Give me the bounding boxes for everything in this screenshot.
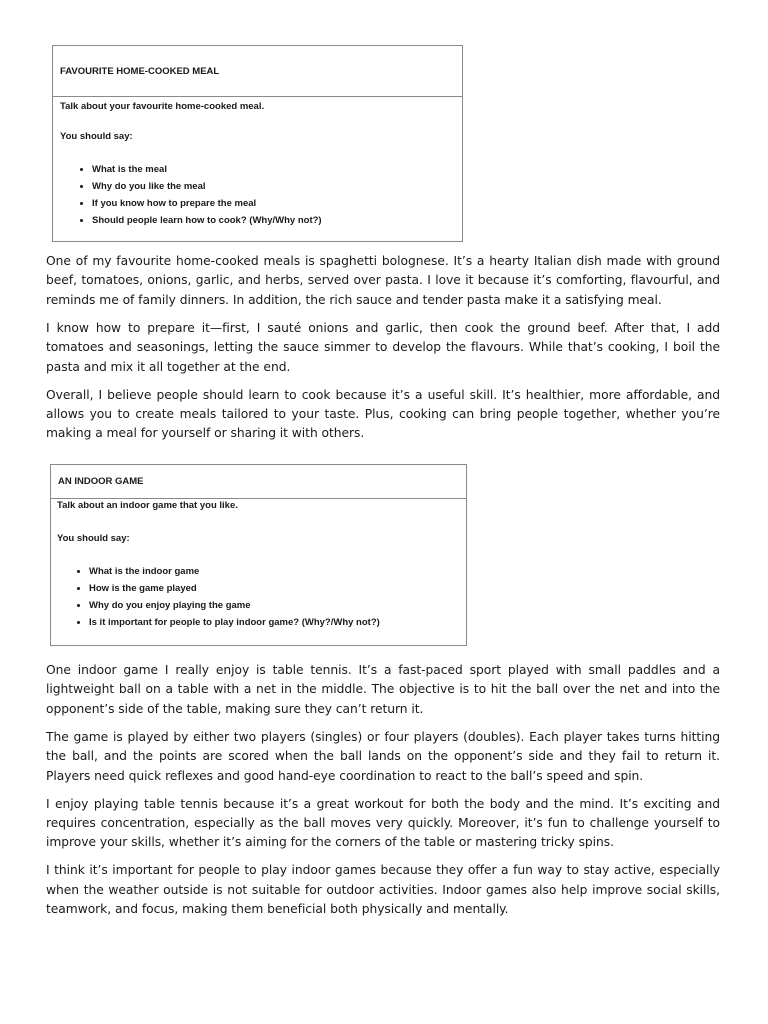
cue-card-bullet: • How is the game played [89,580,459,597]
cue-card-should-say: You should say: [60,131,133,142]
cue-card-bullet: • Is it important for people to play indoor game? (Why?/Why not?) [89,614,459,631]
cue-card-title-text: FAVOURITE HOME-COOKED MEAL [60,65,220,77]
cue-card-should-say: You should say: [57,533,130,544]
cue-card-bullet: • If you know how to prepare the meal [92,195,455,212]
answer-paragraph: The game is played by either two players (singles) or four players (doubles). Each player takes turns hitting the ball, and the points are scored when the ball lands on the opponent’s side and they fail to return it. Players need quick reflexes and good hand-eye coordination to react to the ball’s speed and spin. [46,729,720,783]
cue-card-body [51,497,466,631]
cue-card-title [53,46,462,97]
answer-paragraph: I think it’s important for people to play indoor games because they offer a fun way to stay active, especially when the weather outside is not suitable for outdoor activities. Indoor games also help improve social skills, teamwork, and focus, making them beneficial both physically and mentally. [46,863,720,917]
cue-card-bullet: • What is the meal [92,161,455,178]
cue-card-bullet: • Why do you enjoy playing the game [89,597,459,614]
cue-card-title [51,465,466,499]
cue-card-prompt: Talk about your favourite home-cooked meal. [60,101,265,112]
answer-meal [46,252,720,452]
cue-card-bullet: • What is the indoor game [89,563,459,580]
answer-paragraph: I enjoy playing table tennis because it’s a great workout for both the body and the mind. It’s exciting and requires concentration, especially as the ball moves very quickly. Moreover, it’s fun to challenge yourself to improve your skills, whether it’s aiming for the corners of the table or mastering tricky spins. [46,796,720,850]
cue-card-meal [52,45,463,242]
cue-card-bullet: • Why do you like the meal [92,178,455,195]
cue-card-bullets [57,563,459,631]
cue-card-title-text: AN INDOOR GAME [58,476,144,487]
answer-paragraph: One indoor game I really enjoy is table tennis. It’s a fast-paced sport played with small paddles and a lightweight ball on a table with a net in the middle. The objective is to hit the ball over the net and into the opponent’s side of the table, making sure they can’t return it. [46,663,720,716]
cue-card-bullet: • Should people learn how to cook? (Why/Why not?) [92,212,455,229]
cue-card-body [53,98,462,229]
answer-paragraph: One of my favourite home-cooked meals is spaghetti bolognese. It’s a hearty Italian dish made with ground beef, tomatoes, onions, garlic, and herbs, served over pasta. I love it because it’s comforting, flavourful, and reminds me of family dinners. In addition, the rich sauce and tender pasta make it a satisfying meal. [46,254,720,307]
answer-indoor-game [46,661,720,928]
cue-card-prompt: Talk about an indoor game that you like. [57,500,238,511]
cue-card-bullets [60,161,455,229]
answer-paragraph: Overall, I believe people should learn to cook because it’s a useful skill. It’s healthier, more affordable, and allows you to create meals tailored to your taste. Plus, cooking can bring people together, whether you’re making a meal for yourself or sharing it with others. [46,387,720,441]
cue-card-indoor-game [50,464,467,646]
answer-paragraph: I know how to prepare it—first, I sauté onions and garlic, then cook the ground beef. After that, I add tomatoes and seasonings, letting the sauce simmer to develop the flavours. While that’s cooking, I boil the pasta and mix it all together at the end. [46,320,720,374]
